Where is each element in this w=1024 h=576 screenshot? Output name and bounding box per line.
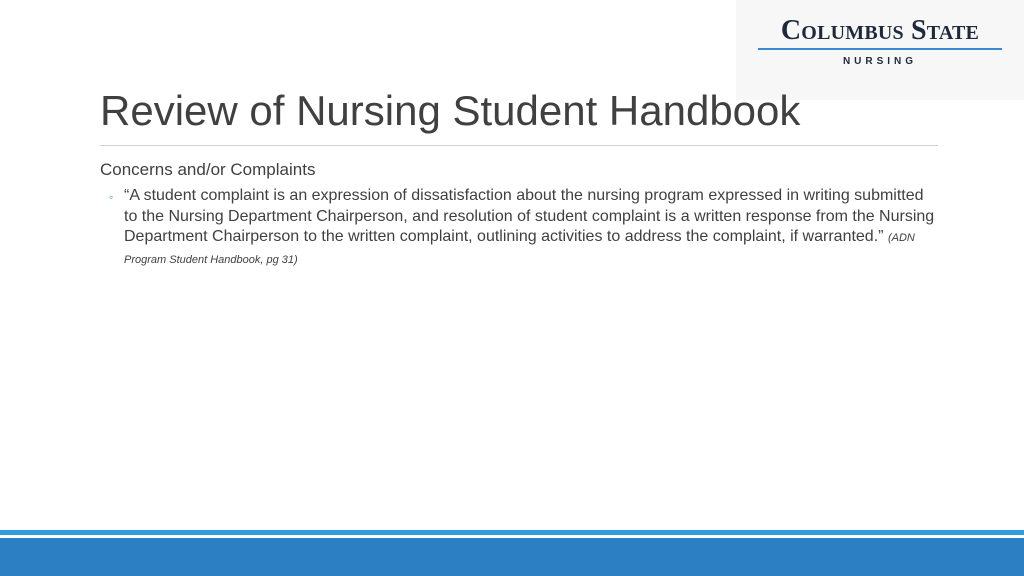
quote-text: “A student complaint is an expression of dissatisfaction about the nursing program expressed in writing submitted to the Nursing Department Chairperson, and resolution of student complaint is a written response from the Nursing Department Chairperson to the written complaint, outlining activities to address the complaint, if warranted.” xyxy=(124,187,935,245)
title-divider xyxy=(100,145,938,146)
footer-bar xyxy=(0,538,1024,576)
logo-name: Columbus State xyxy=(780,15,980,46)
section-heading: Concerns and/or Complaints xyxy=(100,160,316,179)
citation: (ADN Program Student Handbook, pg 31) xyxy=(124,232,915,266)
logo-divider xyxy=(758,48,1002,50)
bullet-item xyxy=(100,186,940,270)
footer-accent-line xyxy=(0,530,1024,535)
slide-body xyxy=(100,158,940,270)
slide-title: Review of Nursing Student Handbook xyxy=(100,87,801,134)
logo-subtitle: NURSING xyxy=(842,56,918,67)
circle-bullet-icon: ◦ xyxy=(109,190,114,204)
